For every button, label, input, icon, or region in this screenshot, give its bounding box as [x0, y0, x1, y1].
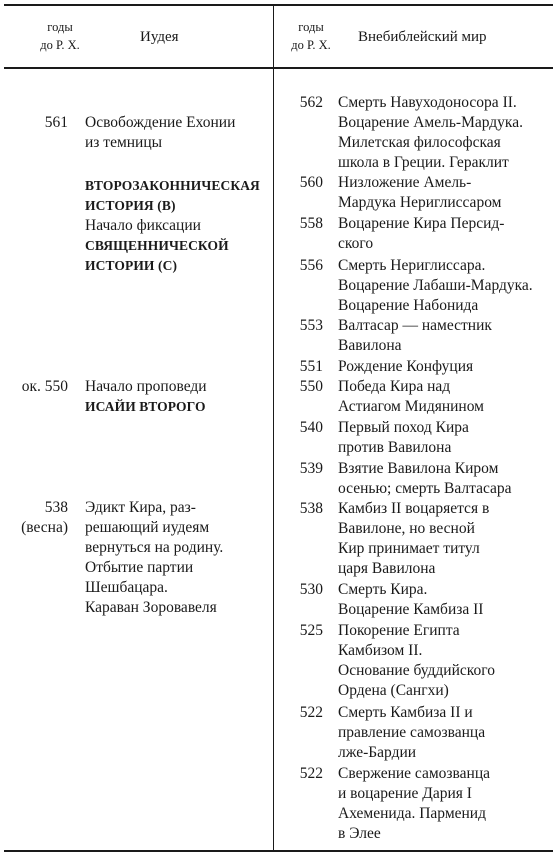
judea-line-bold: СВЯЩЕННИЧЕСКОЙ — [85, 238, 229, 253]
table-bottom-rule — [4, 850, 553, 852]
world-line: Воцарение Камбиза II — [338, 601, 484, 618]
header-years-right — [281, 18, 341, 54]
world-line: осенью; смерть Валтасара — [338, 480, 512, 497]
judea-line: Эдикт Кира, раз- — [85, 499, 196, 516]
world-year: 530 — [299, 581, 323, 598]
header-years-left — [25, 18, 95, 54]
world-line: Астиагом Мидянином — [338, 398, 484, 415]
world-line: Ахеменида. Парменид — [338, 805, 486, 822]
header-years-right-line2: до Р. Х. — [291, 38, 331, 52]
header-years-left-line2: до Р. Х. — [40, 38, 80, 52]
world-line: Смерть Навуходоносора II. — [338, 94, 517, 111]
judea-year: 538 — [44, 499, 68, 516]
world-year: 553 — [299, 317, 323, 334]
world-line: Взятие Вавилона Киром — [338, 460, 499, 477]
header-bottom-rule — [4, 67, 553, 69]
world-year: 562 — [299, 94, 323, 111]
column-divider — [273, 4, 274, 851]
header-world: Внебиблейский мир — [358, 29, 487, 45]
judea-line-bold: ВТОРОЗАКОННИЧЕСКАЯ — [85, 178, 260, 193]
judea-line: Освобождение Ехонии — [85, 114, 236, 131]
judea-line: вернуться на родину. — [85, 539, 224, 556]
header-judea: Иудея — [140, 29, 179, 45]
world-line: Первый поход Кира — [338, 419, 469, 436]
world-line: Милетская философская — [338, 134, 501, 151]
world-line: против Вавилона — [338, 439, 452, 456]
world-line: Свержение самозванца — [338, 765, 491, 782]
judea-line-bold: ИСТОРИЯ (B) — [85, 198, 176, 213]
world-line: Смерть Нериглиссара. — [338, 257, 486, 274]
world-year: 539 — [299, 460, 323, 477]
judea-year: 561 — [44, 114, 68, 131]
world-year: 522 — [299, 765, 323, 782]
world-line: Вавилона — [338, 337, 402, 354]
world-line: Основание буддийского — [338, 662, 495, 679]
world-line: Воцарение Амель-Мардука. — [338, 114, 523, 131]
world-year: 525 — [299, 622, 323, 639]
world-year: 558 — [299, 215, 323, 232]
world-line: Валтасар — наместник — [338, 317, 492, 334]
world-year: 522 — [299, 704, 323, 721]
world-year: 550 — [299, 378, 323, 395]
world-line: правление самозванца — [338, 724, 486, 741]
judea-line: Начало проповеди — [85, 378, 207, 395]
judea-line: решающий иудеям — [85, 519, 210, 536]
world-line: Воцарение Лабаши-Мардука. — [338, 277, 533, 294]
world-line: Мардука Нериглиссаром — [338, 194, 502, 211]
world-line: Рождение Конфуция — [338, 358, 474, 375]
world-line: школа в Греции. Гераклит — [338, 154, 509, 171]
world-line: Камбизом II. — [338, 642, 423, 659]
world-line: Кир принимает титул — [338, 540, 480, 557]
world-line: царя Вавилона — [338, 560, 436, 577]
judea-year: ок. 550 — [21, 378, 68, 395]
world-line: Низложение Амель- — [338, 174, 472, 191]
world-line: Победа Кира над — [338, 378, 451, 395]
table-top-rule — [4, 4, 553, 6]
world-line: Воцарение Кира Персид- — [338, 215, 505, 232]
judea-year-note: (весна) — [21, 519, 68, 536]
judea-line: из темницы — [85, 134, 163, 151]
judea-line-bold: ИСТОРИИ (C) — [85, 258, 178, 273]
world-year: 538 — [299, 500, 323, 517]
world-line: Ордена (Сангхи) — [338, 682, 449, 699]
world-year: 540 — [299, 419, 323, 436]
world-line: Смерть Кира. — [338, 581, 428, 598]
header-years-left-line1: годы — [47, 20, 73, 34]
judea-line: Начало фиксации — [85, 217, 201, 234]
judea-line: Отбытие партии — [85, 559, 194, 576]
world-year: 556 — [299, 257, 323, 274]
world-line: в Элее — [338, 825, 381, 842]
world-line: Воцарение Набонида — [338, 297, 479, 314]
judea-line: Караван Зоровавеля — [85, 599, 217, 616]
world-line: Вавилоне, но весной — [338, 520, 475, 537]
world-line: Камбиз II воцаряется в — [338, 500, 490, 517]
world-line: Покорение Египта — [338, 622, 460, 639]
header-years-right-line1: годы — [298, 20, 324, 34]
world-year: 551 — [299, 358, 323, 375]
world-line: лже-Бардии — [338, 744, 417, 761]
world-line: и воцарение Дария I — [338, 785, 472, 802]
world-line: ского — [338, 235, 374, 252]
world-year: 560 — [299, 174, 323, 191]
world-line: Смерть Камбиза II и — [338, 704, 473, 721]
judea-line-bold: ИСАЙИ ВТОРОГО — [85, 399, 206, 414]
judea-line: Шешбацара. — [85, 579, 168, 596]
